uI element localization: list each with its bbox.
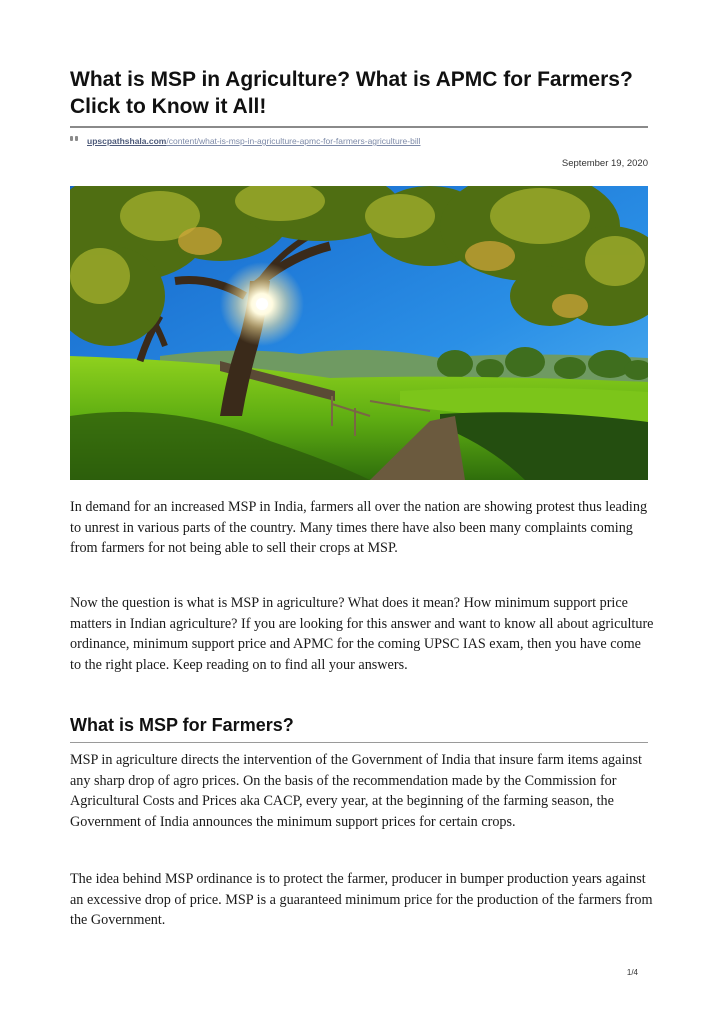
quote-icon bbox=[70, 136, 79, 143]
farm-landscape-illustration bbox=[70, 186, 648, 480]
source-link[interactable] bbox=[70, 134, 650, 148]
source-domain[interactable]: upscpathshala.com bbox=[87, 136, 167, 146]
section-paragraph-1: MSP in agriculture directs the intervention of the Government of India that insure farm items against any sharp drop of agro prices. On the basis of the recommendation made by the Commission for Agricultural Costs and Prices aka CACP, every year, at the beginning of the farming season, the Government of India announces the minimum support prices for certain crops. bbox=[70, 752, 642, 830]
article-title: What is MSP in Agriculture? What is APMC for Farmers? Click to Know it All! bbox=[70, 68, 633, 118]
page-number: 1/4 bbox=[626, 968, 638, 977]
section-paragraph-2: The idea behind MSP ordinance is to protect the farmer, producer in bumper production years against an excessive drop of price. MSP is a guaranteed minimum price for the production of the farmers from the Government. bbox=[70, 871, 653, 929]
section-divider bbox=[70, 742, 648, 743]
section-heading: What is MSP for Farmers? bbox=[70, 715, 294, 735]
title-divider bbox=[70, 126, 648, 128]
source-path[interactable]: /content/what-is-msp-in-agriculture-apmc-for-farmers-agriculture-bill bbox=[166, 136, 421, 146]
publish-date: September 19, 2020 bbox=[561, 158, 648, 169]
article-hero-image bbox=[70, 186, 648, 480]
intro-paragraph-2: Now the question is what is MSP in agriculture? What does it mean? How minimum support price matters in Indian agriculture? If you are looking for this answer and want to know all about agriculture ordinance, minimum support price and APMC for the coming UPSC IAS exam, then you have come to the right place. Keep reading on to find all your answers. bbox=[70, 595, 654, 673]
intro-paragraph-1: In demand for an increased MSP in India, farmers all over the nation are showing protest thus leading to unrest in various parts of the country. Many times there have also been many complaints coming from farmers for not being able to sell their crops at MSP. bbox=[70, 499, 648, 557]
